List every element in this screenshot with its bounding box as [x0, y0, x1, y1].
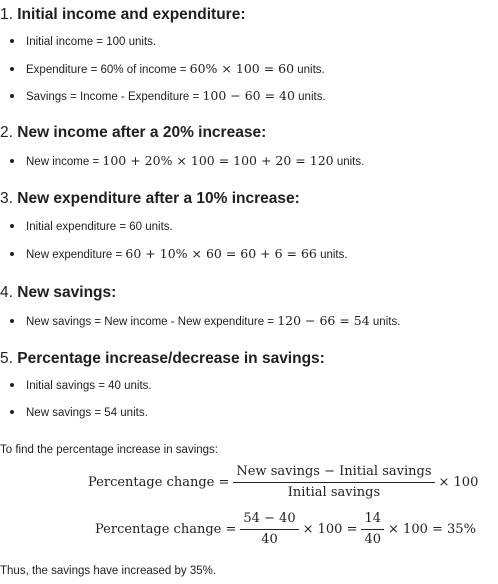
list-item: [10, 62, 325, 77]
item-text: New expenditure =: [26, 249, 126, 261]
item-math: 60 + 10% × 60 = 60 + 6 = 66: [125, 246, 317, 261]
section-title: Initial income and expenditure:: [17, 6, 246, 23]
list-item: [10, 220, 173, 234]
section-number: 3.: [0, 190, 13, 207]
bullet-icon: [10, 67, 14, 71]
section-3-heading: [0, 190, 300, 208]
section-2-heading: [0, 124, 266, 142]
fraction-denominator: Initial savings: [287, 485, 381, 500]
fraction: [233, 464, 434, 501]
list-item: [10, 35, 156, 49]
bullet-icon: [10, 94, 14, 98]
bullet-icon: [10, 159, 14, 163]
bullet-icon: [10, 252, 14, 256]
section-title: New income after a 20% increase:: [17, 124, 267, 141]
section-title: New savings:: [17, 284, 117, 301]
item-tail: units.: [369, 316, 401, 328]
formula-middle: × 100 =: [302, 522, 358, 537]
item-tail: units.: [316, 249, 348, 261]
item-tail: units.: [294, 91, 326, 103]
formula-lhs: Percentage change =: [95, 522, 237, 537]
list-item: [10, 247, 348, 262]
section-number: 1.: [0, 6, 13, 23]
list-item: [10, 154, 364, 169]
fraction-denominator: 40: [364, 532, 382, 547]
fraction-numerator: New savings − Initial savings: [233, 464, 434, 483]
bullet-icon: [10, 319, 14, 323]
section-4-heading: [0, 284, 116, 302]
item-text: Savings = Income - Expenditure =: [26, 91, 203, 103]
item-math: 100 − 60 = 40: [202, 88, 295, 103]
list-item: [10, 89, 326, 104]
item-math: 100 + 20% × 100 = 100 + 20 = 120: [102, 153, 334, 168]
section-1-heading: [0, 6, 245, 24]
conclusion-paragraph: Thus, the savings have increased by 35%.: [0, 565, 217, 577]
section-number: 4.: [0, 284, 13, 301]
section-number: 2.: [0, 124, 13, 141]
fraction-numerator: 14: [361, 511, 384, 530]
item-text: Initial expenditure = 60 units.: [26, 221, 173, 233]
fraction: [361, 511, 384, 548]
formula-rhs: × 100 = 35%: [388, 522, 476, 537]
item-text: New savings = 54 units.: [26, 407, 148, 419]
section-title: Percentage increase/decrease in savings:: [17, 350, 325, 367]
bullet-icon: [10, 224, 14, 228]
bullet-icon: [10, 383, 14, 387]
section-5-heading: [0, 350, 325, 368]
item-tail: units.: [294, 64, 325, 76]
percentage-change-calculation: [95, 511, 476, 548]
list-item: [10, 379, 152, 393]
bullet-icon: [10, 410, 14, 414]
item-text: Initial income = 100 units.: [26, 36, 157, 48]
item-math: 120 − 66 = 54: [277, 313, 370, 328]
formula-lhs: Percentage change =: [88, 475, 230, 490]
item-math: 60% × 100 = 60: [189, 61, 295, 76]
intro-paragraph: To find the percentage increase in savings:: [0, 444, 218, 456]
item-text: Expenditure = 60% of income =: [26, 64, 190, 76]
bullet-icon: [10, 39, 14, 43]
item-text: Initial savings = 40 units.: [26, 380, 152, 392]
percentage-change-formula: [88, 464, 478, 501]
section-number: 5.: [0, 350, 13, 367]
fraction-denominator: 40: [261, 532, 278, 547]
section-title: New expenditure after a 10% increase:: [17, 190, 300, 207]
item-text: New savings = New income - New expenditure =: [26, 316, 278, 328]
list-item: [10, 314, 400, 329]
list-item: [10, 406, 148, 420]
fraction: [240, 511, 298, 548]
item-text: New income =: [26, 156, 103, 168]
formula-rhs: × 100: [438, 475, 479, 490]
fraction-numerator: 54 − 40: [240, 511, 298, 530]
item-tail: units.: [333, 156, 365, 168]
